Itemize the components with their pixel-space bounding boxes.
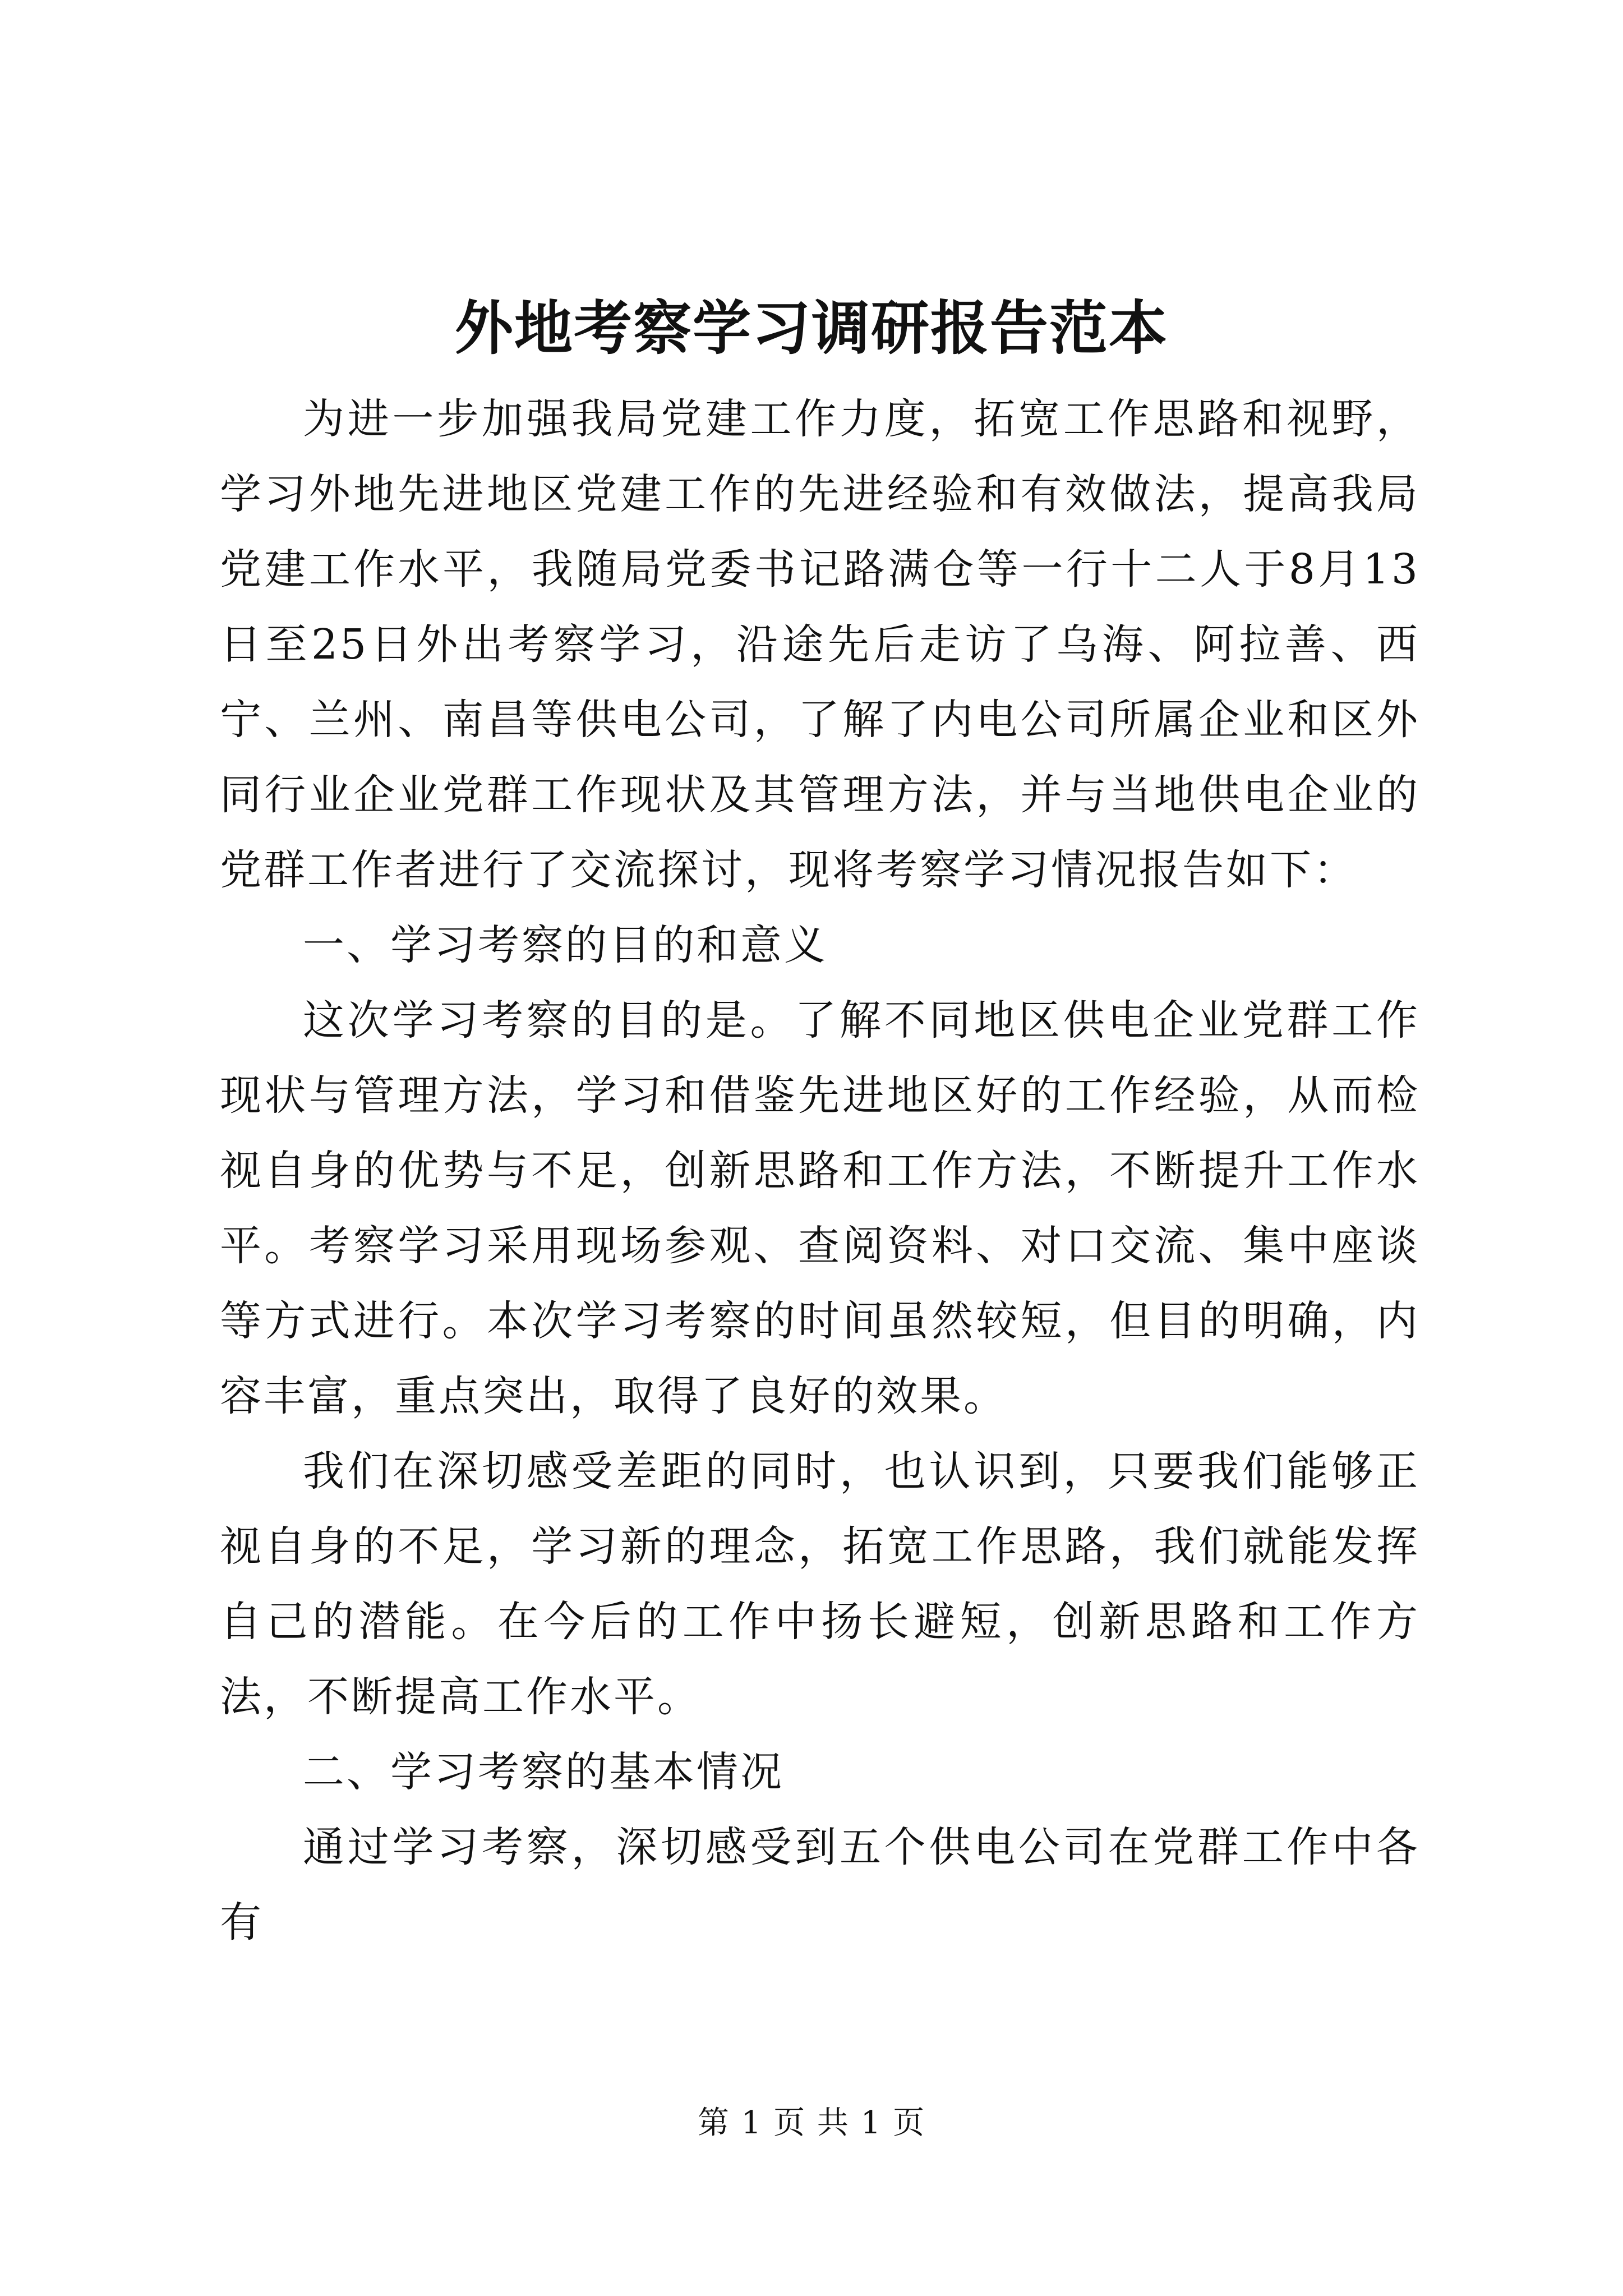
section-heading-1: 一、学习考察的目的和意义 (303, 921, 828, 969)
paragraph-basic-situation: 通过学习考察，深切感受到五个供电公司在党群工作中各有 (220, 1823, 1420, 1947)
page-footer: 第 1 页 共 1 页 (697, 2105, 926, 2141)
document-body (220, 381, 1420, 1960)
section-heading-2: 二、学习考察的基本情况 (303, 1748, 784, 1796)
paragraph-purpose: 这次学习考察的目的是。了解不同地区供电企业党群工作现状与管理方法，学习和借鉴先进地区好的工作经验，从而检视自身的优势与不足，创新思路和工作方法，不断提升工作水平。考察学习采用现场参观、查阅资料、对口交流、集中座谈等方式进行。本次学习考察的时间虽然较短，但目的明确，内容丰富，重点突出，取得了良好的效果。 (220, 996, 1420, 1420)
document-title: 外地考察学习调研报告范本 (454, 293, 1168, 362)
paragraph-intro: 为进一步加强我局党建工作力度，拓宽工作思路和视野，学习外地先进地区党建工作的先进经验和有效做法，提高我局党建工作水平，我随局党委书记路满仓等一行十二人于8月13日至25日外出考察学习，沿途先后走访了乌海、阿拉善、西宁、兰州、南昌等供电公司，了解了内电公司所属企业和区外同行业企业党群工作现状及其管理方法，并与当地供电企业的党群工作者进行了交流探讨，现将考察学习情况报告如下： (220, 395, 1420, 894)
paragraph-reflection: 我们在深切感受差距的同时，也认识到，只要我们能够正视自身的不足，学习新的理念，拓宽工作思路，我们就能发挥自己的潜能。在今后的工作中扬长避短，创新思路和工作方法，不断提高工作水平。 (220, 1447, 1420, 1721)
